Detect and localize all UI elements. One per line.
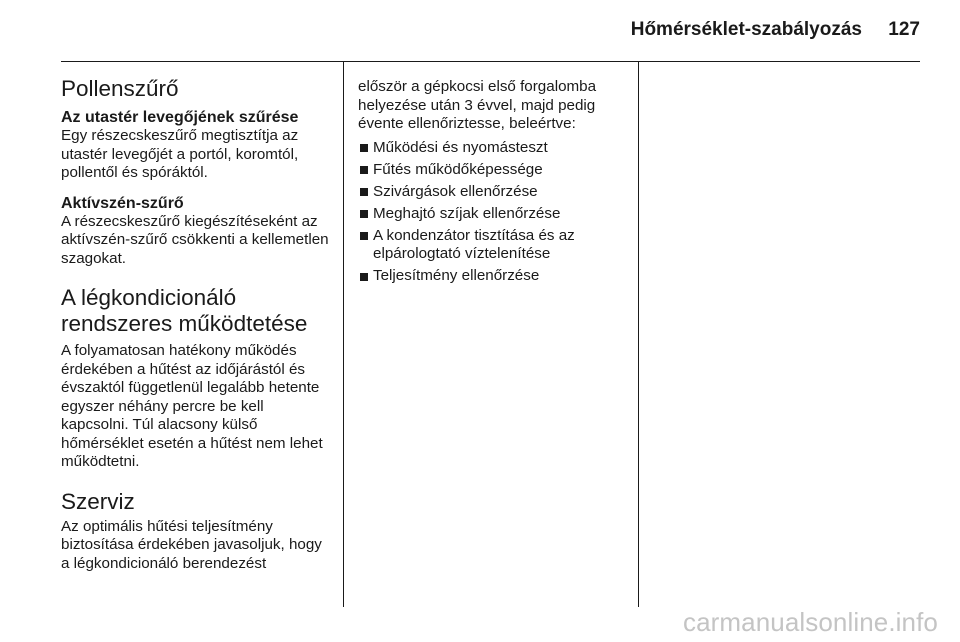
list-item: A kondenzátor tisztítása és az elpárologtató víztelenítése: [358, 227, 630, 264]
list-item: Fűtés működőképessége: [358, 161, 630, 180]
carbon-filter-heading: Aktívszén-szűrő: [61, 194, 184, 212]
ac-operation-title: A légkondicionáló rendszeres működtetése: [61, 285, 308, 336]
list-item: Meghajtó szíjak ellenőrzése: [358, 205, 630, 224]
cabin-air-heading: Az utastér levegőjének szűrése: [61, 109, 299, 126]
list-item: Működési és nyomásteszt: [358, 139, 630, 158]
list-item: Teljesítmény ellenőrzése: [358, 267, 630, 286]
bullet-square-icon: [360, 210, 368, 218]
column-divider: [638, 62, 639, 607]
page-header-title: Hőmérséklet-szabályozás: [630, 19, 862, 40]
middle-column: [358, 78, 630, 289]
bullet-square-icon: [360, 166, 368, 174]
ac-operation-text: A folyamatosan hatékony működés érdekében a hűtést az időjárástól és évszaktól függetlenül legalább hetente egyszer néhány percre be kell kapcsolni. Túl alacsony külső hőmérséklet esetén a hűtést nem lehet működtetni.: [61, 342, 323, 470]
left-column: [61, 76, 331, 573]
header-rule: [61, 61, 920, 62]
pollen-filter-title: Pollenszűrő: [61, 76, 179, 101]
list-item: Szivárgások ellenőrzése: [358, 183, 630, 202]
service-title: Szerviz: [61, 488, 135, 514]
column-divider: [343, 62, 344, 607]
service-checklist: [358, 139, 630, 286]
carbon-filter-text: A részecskeszűrő kiegészítéseként az aktívszén-szűrő csökkenti a kellemetlen szagokat.: [61, 212, 329, 267]
service-intro-text: először a gépkocsi első forgalomba helyezése után 3 évvel, majd pedig évente ellenőriztesse, beleértve:: [358, 78, 597, 132]
bullet-square-icon: [360, 273, 368, 281]
watermark: carmanualsonline.info: [682, 607, 938, 637]
bullet-square-icon: [360, 144, 368, 152]
cabin-air-text: Egy részecskeszűrő megtisztítja az utastér levegőjét a portól, koromtól, pollentől és spóráktól.: [61, 127, 299, 181]
bullet-square-icon: [360, 232, 368, 240]
page-number: 127: [888, 19, 920, 40]
bullet-square-icon: [360, 188, 368, 196]
service-text: Az optimális hűtési teljesítmény biztosítása érdekében javasoljuk, hogy a légkondicionáló berendezést: [61, 517, 322, 572]
